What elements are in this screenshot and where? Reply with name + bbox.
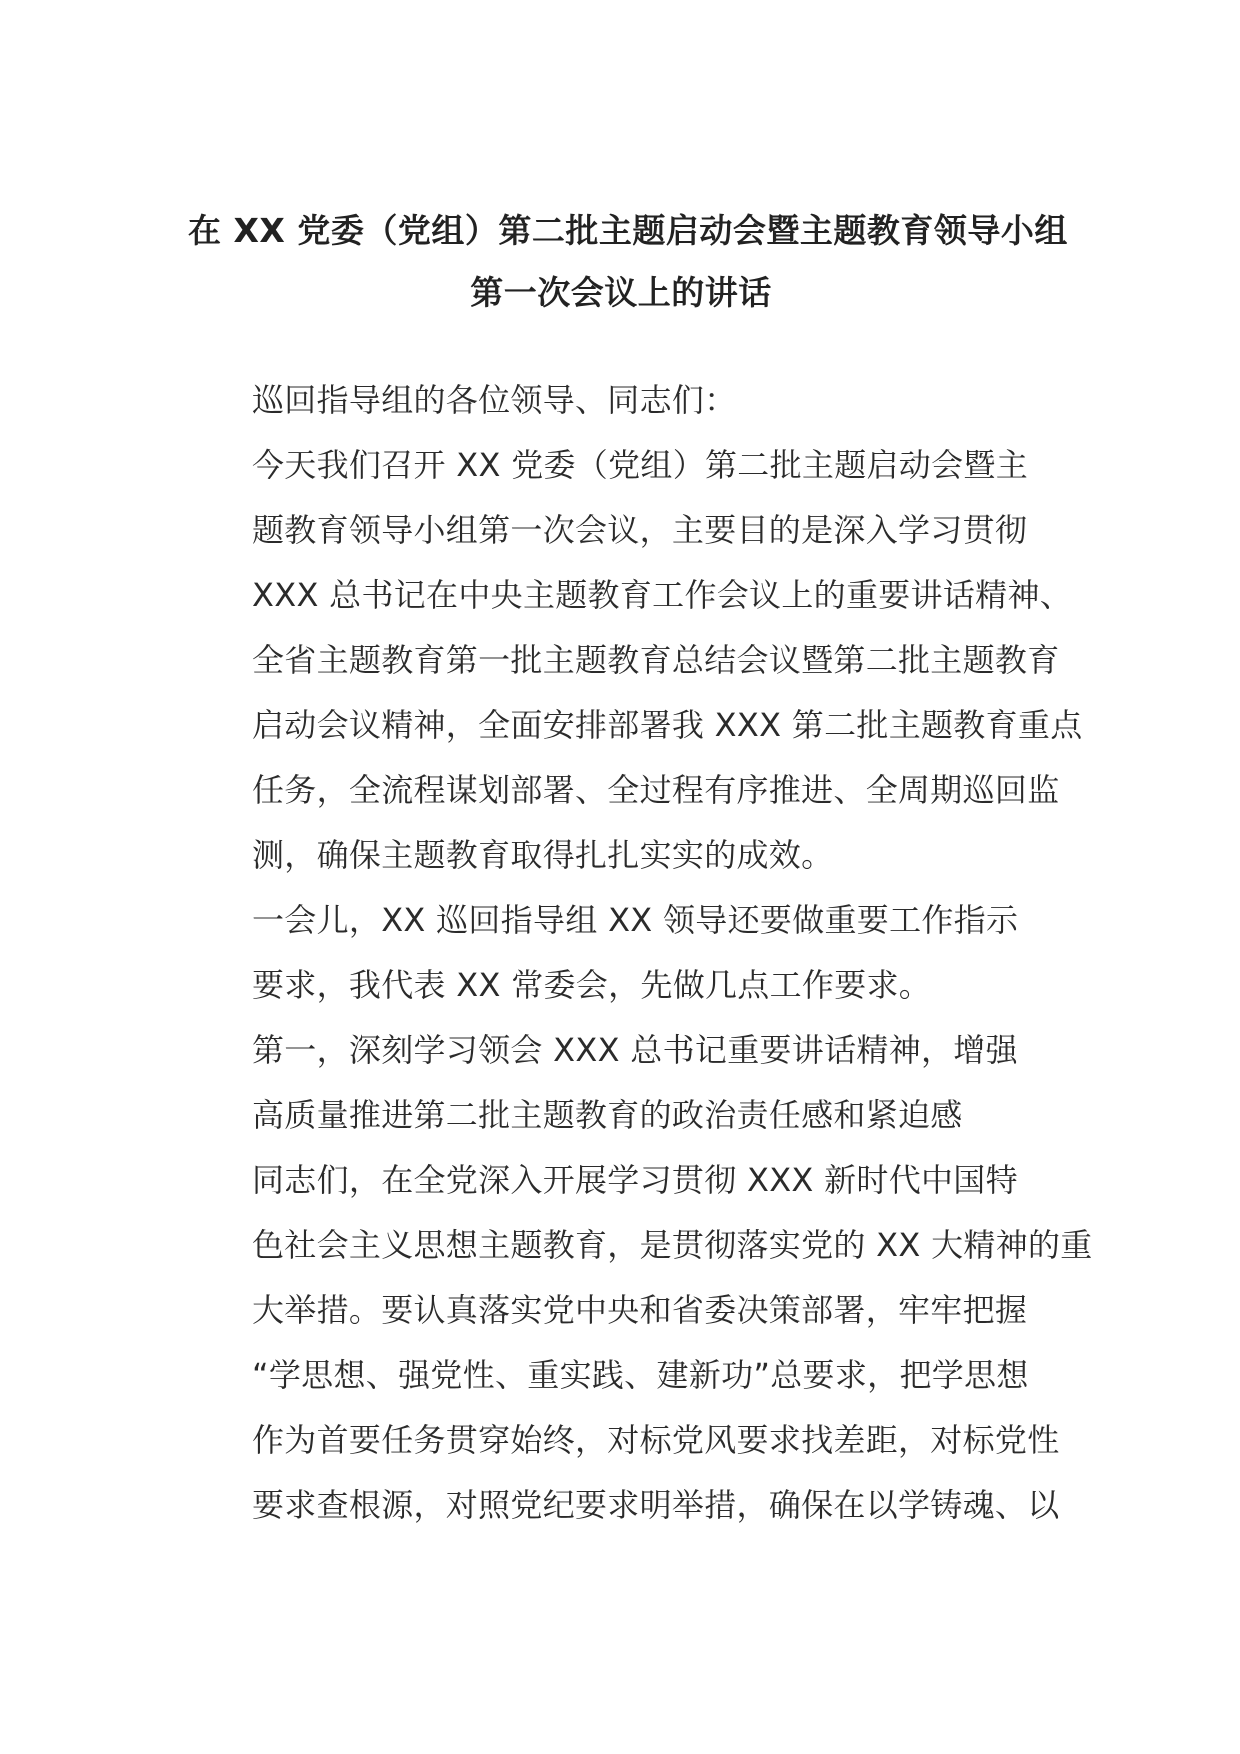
text-line: 题教育领导小组第一次会议，主要目的是深入学习贯彻 [252,511,1028,549]
title-line: 第一次会议上的讲话 [470,273,772,312]
salutation-paragraph [188,368,1054,433]
transition-paragraph [188,888,1054,1018]
text-line: “学思想、强党性、重实践、建新功”总要求，把学思想 [252,1356,1029,1394]
text-line: 要求，我代表 XX 常委会，先做几点工作要求。 [252,966,932,1004]
text-line: 巡回指导组的各位领导、同志们： [252,381,737,419]
document-body [188,368,1093,1538]
text-line: 第一，深刻学习领会 XXX 总书记重要讲话精神，增强 [252,1031,1018,1069]
text-line: XXX 总书记在中央主题教育工作会议上的重要讲话精神、 [252,576,1073,614]
document-page [188,200,1093,1538]
text-line: 要求查根源，对照党纪要求明举措，确保在以学铸魂、以 [252,1486,1060,1524]
document-title [188,200,1068,324]
text-line: 今天我们召开 XX 党委（党组）第二批主题启动会暨主 [252,446,1028,484]
section-heading-paragraph [188,1018,1054,1148]
text-line: 一会儿，XX 巡回指导组 XX 领导还要做重要工作指示 [252,901,1019,939]
text-line: 作为首要任务贯穿始终，对标党风要求找差距，对标党性 [252,1421,1060,1459]
title-line: 在 XX 党委（党组）第二批主题启动会暨主题教育领导小组 [188,211,1068,250]
text-line: 全省主题教育第一批主题教育总结会议暨第二批主题教育 [252,641,1060,679]
text-line: 同志们，在全党深入开展学习贯彻 XXX 新时代中国特 [252,1161,1018,1199]
text-line: 测，确保主题教育取得扎扎实实的成效。 [252,836,834,874]
body-paragraph [188,1148,1093,1538]
text-line: 高质量推进第二批主题教育的政治责任感和紧迫感 [252,1096,963,1134]
text-line: 色社会主义思想主题教育，是贯彻落实党的 XX 大精神的重 [252,1226,1093,1264]
text-line: 任务，全流程谋划部署、全过程有序推进、全周期巡回监 [252,771,1060,809]
text-line: 大举措。要认真落实党中央和省委决策部署，牢牢把握 [252,1291,1028,1329]
intro-paragraph [188,433,1083,888]
text-line: 启动会议精神，全面安排部署我 XXX 第二批主题教育重点 [252,706,1083,744]
